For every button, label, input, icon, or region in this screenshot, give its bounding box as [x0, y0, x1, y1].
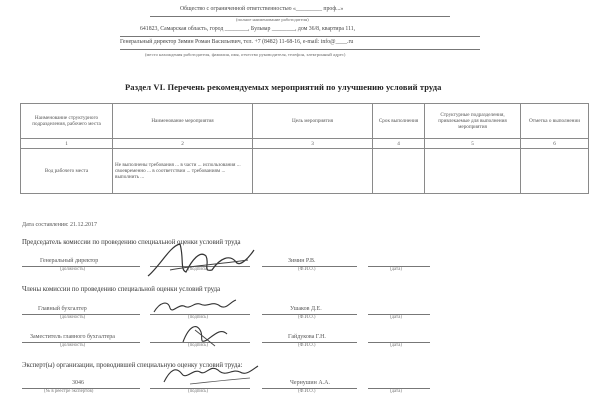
column-number: 4: [373, 139, 425, 149]
table-number-row: [21, 139, 589, 149]
cell-measure: Не выполнены требования ... в части ... использования ... своевременно ... в соответствии ... требованиям ... выполнить ...: [113, 149, 253, 194]
employer-name-caption: (полное наименование работодателя): [236, 17, 309, 22]
chair-signature: [140, 236, 260, 284]
table-row: [21, 149, 589, 194]
cell-departments: [425, 149, 521, 194]
header-cell-goal: Цель мероприятия: [253, 104, 373, 139]
employer-address-line: [120, 36, 480, 37]
header-cell-departments: Структурные подразделения, привлекаемые для выполнения мероприятия: [425, 104, 521, 139]
expert-name: Чернушин А.А.: [290, 380, 330, 386]
cell-workplace: Вод рабочего места: [21, 149, 113, 194]
header-cell-measure: Наименование мероприятия: [113, 104, 253, 139]
expert-signature: [160, 358, 260, 392]
header-cell-deadline: Срок выполнения: [373, 104, 425, 139]
member-2-signature: [175, 316, 235, 348]
caption-position: (должность): [60, 343, 86, 348]
cell-deadline: [373, 149, 425, 194]
employer-address: 641823, Самарская область, город ________, Бульвар ________, дом 36/8, квартира 111,: [140, 26, 356, 32]
employer-caption: (место нахождения работодателя, фамилия, имя, отчество руководителя, телефон, электронный адрес): [145, 52, 346, 57]
column-number: 3: [253, 139, 373, 149]
caption-name: (Ф.И.О.): [298, 343, 316, 348]
cell-completion: [521, 149, 589, 194]
caption-signature: (подпись): [188, 389, 208, 394]
header-cell-workplace: Наименование структурного подразделения, рабочего места: [21, 104, 113, 139]
column-number: 1: [21, 139, 113, 149]
chair-name: Зимин Р.В.: [288, 258, 316, 264]
caption-name: (Ф.И.О.): [298, 389, 316, 394]
cell-goal: [253, 149, 373, 194]
caption-name: (Ф.И.О.): [298, 267, 316, 272]
employer-director: Генеральный директор Зимин Роман Васильевич, тел. +7 (8482) 11-68-16, e-mail: info@____.ru: [120, 39, 354, 45]
caption-name: (Ф.И.О.): [298, 315, 316, 320]
chair-position: Генеральный директор: [40, 258, 99, 264]
date-compiled: Дата составления: 21.12.2017: [22, 222, 98, 228]
caption-date: (дата): [390, 315, 402, 320]
member-1-name: Ушаков Д.Е.: [290, 306, 322, 312]
expert-position: 3046: [72, 380, 84, 386]
employer-name: Общество с ограниченной ответственностью «_________ проф...»: [180, 6, 344, 12]
member-1-position: Главный бухгалтер: [38, 306, 87, 312]
employer-director-line: [120, 49, 480, 50]
caption-registry: (№ в реестре экспертов): [44, 389, 94, 394]
members-section-label: Члены комиссии по проведению специальной оценки условий труда: [22, 286, 221, 293]
experts-section-label: Эксперт(ы) организации, проводившей специальную оценку условий труда:: [22, 362, 243, 369]
chair-section-label: Председатель комиссии по проведению специальной оценки условий труда: [22, 239, 241, 246]
column-number: 2: [113, 139, 253, 149]
table-header-row: [21, 104, 589, 139]
caption-date: (дата): [390, 267, 402, 272]
caption-position: (должность): [60, 315, 86, 320]
measures-table: [20, 103, 589, 194]
caption-signature: (подпись): [188, 343, 208, 348]
member-2-position: Заместитель главного бухгалтера: [30, 334, 115, 340]
caption-signature: (подпись): [188, 315, 208, 320]
column-number: 5: [425, 139, 521, 149]
column-number: 6: [521, 139, 589, 149]
caption-date: (дата): [390, 389, 402, 394]
caption-position: (должность): [60, 267, 86, 272]
member-2-name: Гайдукова Г.Н.: [288, 334, 326, 340]
caption-signature: (подпись): [188, 267, 208, 272]
section-title: Раздел VI. Перечень рекомендуемых мероприятий по улучшению условий труда: [125, 82, 442, 92]
caption-date: (дата): [390, 343, 402, 348]
header-cell-completion: Отметка о выполнении: [521, 104, 589, 139]
